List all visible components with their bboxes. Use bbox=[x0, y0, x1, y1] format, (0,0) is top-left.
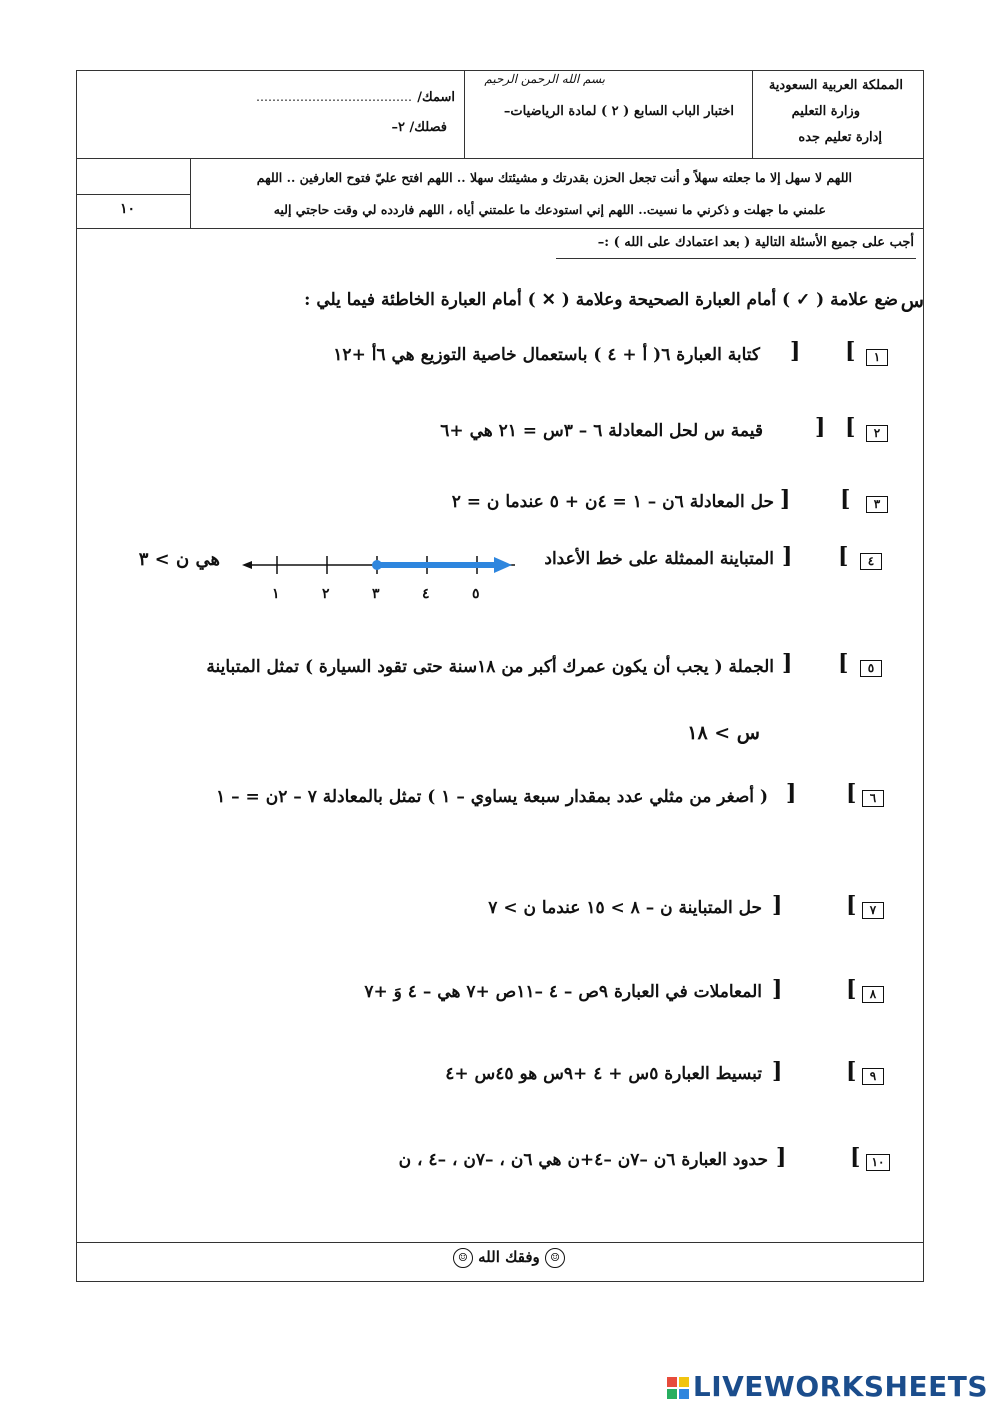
nl-label-4: ٤ bbox=[422, 586, 430, 602]
prayer-line-2: علمني ما جهلت و ذكرني ما نسيت.. اللهم إني استودعك ما علمتني أياه ، اللهم فاردده لي وقت حاجتي إليه bbox=[273, 202, 826, 217]
name-field[interactable]: ………………………………… bbox=[256, 90, 412, 104]
item-text-9: تبسيط العبارة ٥س + ٤ +٩س هو ٤٥س +٤ bbox=[445, 1064, 762, 1084]
liveworksheets-logo bbox=[667, 1370, 988, 1403]
smiley-icon: ☺ bbox=[453, 1248, 473, 1268]
item-number-5: ٥ bbox=[860, 660, 882, 677]
class-label: فصلك/ ٢– bbox=[391, 120, 447, 135]
total-score: ١٠ bbox=[120, 201, 136, 217]
item-text-7: حل المتباينة ن – ٨ > ١٥ عندما ن > ٧ bbox=[488, 898, 762, 918]
instructions: أجب على جميع الأسئلة التالية ( بعد اعتمادك على الله ) :– bbox=[597, 235, 914, 250]
directorate-name: إدارة تعليم جده bbox=[798, 130, 882, 145]
shaded-ray-arrow bbox=[494, 557, 512, 573]
smiley-icon: ☺ bbox=[545, 1248, 565, 1268]
score-cell-divider bbox=[76, 194, 190, 195]
footer-text: وفقك الله bbox=[478, 1248, 540, 1266]
basmala: بسم الله الرحمن الرحيم bbox=[484, 72, 605, 86]
ministry-name: وزارة التعليم bbox=[791, 104, 860, 119]
item-text-5: الجملة ( يجب أن يكون عمرك أكبر من ١٨سنة حتى تقود السيارة ) تمثل المتباينة bbox=[206, 657, 774, 677]
footer-message bbox=[453, 1248, 565, 1268]
country-name: المملكة العربية السعودية bbox=[768, 78, 903, 93]
answer-bracket-open: [ bbox=[846, 1058, 857, 1084]
item-number-9: ٩ bbox=[862, 1068, 884, 1085]
number-line-left-arrow bbox=[242, 561, 252, 569]
item-number-8: ٨ bbox=[862, 986, 884, 1003]
answer-bracket-close: ] bbox=[786, 780, 797, 806]
item-text-8: المعاملات في العبارة ٩ص – ٤ –١١ص +٧ هي – ٤ وَ +٧ bbox=[364, 982, 762, 1002]
nl-label-5: ٥ bbox=[472, 586, 480, 602]
answer-bracket-open: [ bbox=[838, 543, 849, 569]
item-text-1: كتابة العبارة ٦( أ + ٤ ) باستعمال خاصية التوزيع هي ٦أ +١٢ bbox=[333, 345, 760, 365]
item-4-answer: هي ن > ٣ bbox=[138, 549, 220, 570]
answer-field-8[interactable] bbox=[772, 976, 844, 1002]
answer-bracket-close: ] bbox=[790, 338, 801, 364]
item-number-7: ٧ bbox=[862, 902, 884, 919]
item-5-line2: س > ١٨ bbox=[687, 722, 760, 744]
answer-bracket-open: [ bbox=[838, 650, 849, 676]
answer-bracket-open: [ bbox=[846, 976, 857, 1002]
answer-bracket-close: ] bbox=[772, 1058, 783, 1084]
score-column-line bbox=[190, 158, 191, 228]
item-text-2: قيمة س لحل المعادلة ٦ – ٣س = ٢١ هي +٦ bbox=[440, 421, 763, 441]
answer-bracket-open: [ bbox=[845, 338, 856, 364]
answer-bracket-open: [ bbox=[850, 1144, 861, 1170]
nl-label-3: ٣ bbox=[372, 586, 380, 602]
open-endpoint bbox=[372, 560, 382, 570]
prayer-line-1: اللهم لا سهل إلا ما جعلته سهلاً و أنت تجعل الحزن بقدرتك و مشيئتك سهلا .. اللهم افتح عليّ فتوح العارفين .. اللهم bbox=[256, 170, 852, 185]
item-number-4: ٤ bbox=[860, 553, 882, 570]
name-label: اسمك/ bbox=[417, 90, 455, 105]
item-number-2: ٢ bbox=[866, 425, 888, 442]
answer-bracket-open: [ bbox=[845, 414, 856, 440]
number-line bbox=[240, 548, 530, 584]
nl-label-1: ١ bbox=[272, 586, 280, 602]
item-text-10: حدود العبارة ٦ن –٧ن –٤+ن هي ٦ن ، –٧ن ، –٤ ، ن bbox=[398, 1150, 768, 1170]
item-text-6: ( أصغر من مثلي عدد بمقدار سبعة يساوي – ١ ) تمثل بالمعادلة ٧ – ٢ن = – ١ bbox=[216, 787, 768, 807]
answer-bracket-close: ] bbox=[776, 1144, 787, 1170]
answer-bracket-close: ] bbox=[772, 892, 783, 918]
answer-bracket-open: [ bbox=[846, 892, 857, 918]
answer-field-7[interactable] bbox=[772, 892, 844, 918]
instructions-underline bbox=[556, 258, 916, 259]
answer-bracket-close: ] bbox=[772, 976, 783, 1002]
answer-field-10[interactable] bbox=[776, 1144, 848, 1170]
answer-bracket-open: [ bbox=[846, 780, 857, 806]
item-number-1: ١ bbox=[866, 349, 888, 366]
nl-label-2: ٢ bbox=[322, 586, 330, 602]
item-number-6: ٦ bbox=[862, 790, 884, 807]
item-text-3: حل المعادلة ٦ن – ١ = ٤ن + ٥ عندما ن = ٢ bbox=[451, 492, 774, 512]
answer-bracket-close: ] bbox=[782, 543, 793, 569]
answer-field-9[interactable] bbox=[772, 1058, 844, 1084]
answer-bracket-close: ] bbox=[815, 414, 826, 440]
answer-bracket-open: [ bbox=[840, 486, 851, 512]
liveworksheets-icon bbox=[667, 1377, 689, 1399]
answer-bracket-close: ] bbox=[782, 650, 793, 676]
prayer-divider bbox=[76, 228, 924, 229]
footer-divider bbox=[76, 1242, 924, 1243]
answer-bracket-close: ] bbox=[780, 486, 791, 512]
question-marker: س bbox=[900, 290, 924, 312]
header-divider bbox=[76, 158, 924, 159]
header-split-line bbox=[464, 70, 465, 158]
item-number-3: ٣ bbox=[866, 496, 888, 513]
item-number-10: ١٠ bbox=[866, 1154, 890, 1171]
question-prompt: ضع علامة ( ✓ ) أمام العبارة الصحيحة وعلامة ( ✕ ) أمام العبارة الخاطئة فيما يلي : bbox=[304, 290, 898, 310]
header-split-line-2 bbox=[752, 70, 753, 158]
exam-title: اختبار الباب السابع ( ٢ ) لمادة الرياضيات– bbox=[503, 104, 734, 119]
item-text-4: المتباينة الممثلة على خط الأعداد bbox=[544, 549, 774, 569]
liveworksheets-text: LIVEWORKSHEETS bbox=[692, 1370, 988, 1403]
